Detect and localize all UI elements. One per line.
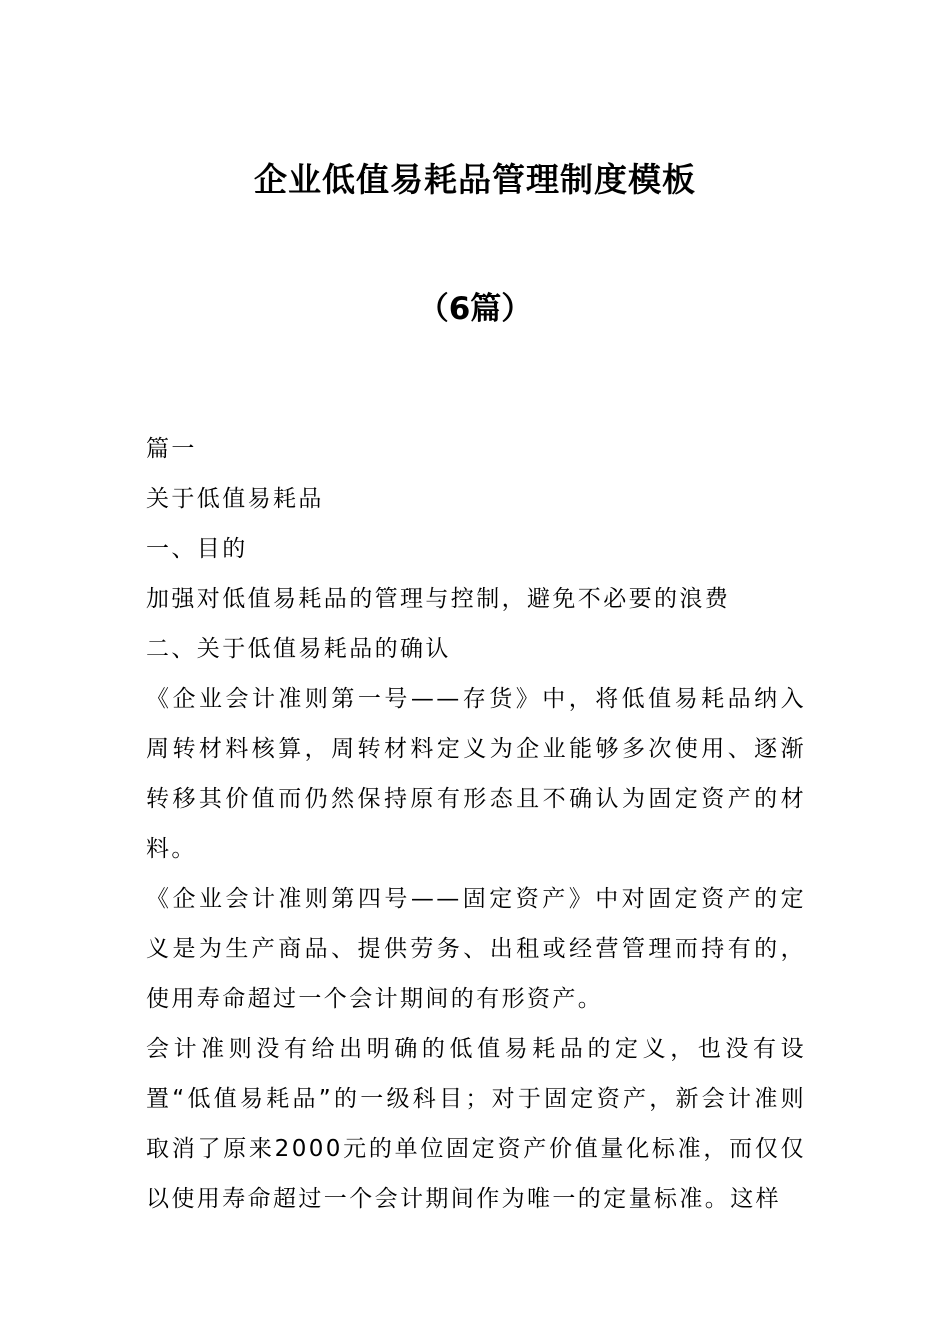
topic-heading: 关于低值易耗品: [146, 486, 324, 512]
document-body: [146, 424, 806, 1224]
document-title: 企业低值易耗品管理制度模板: [254, 160, 696, 199]
section-heading: 篇一: [146, 436, 197, 462]
paragraph: 《企业会计准则第四号——固定资产》中对固定资产的定义是为生产商品、提供劳务、出租或经营管理而持有的，使用寿命超过一个会计期间的有形资产。: [146, 886, 806, 1012]
paragraph: 《企业会计准则第一号——存货》中，将低值易耗品纳入周转材料核算，周转材料定义为企业能够多次使用、逐渐转移其价值而仍然保持原有形态且不确认为固定资产的材料。: [146, 686, 806, 862]
subsection-heading: 二、关于低值易耗品的确认: [146, 636, 451, 662]
paragraph: 会计准则没有给出明确的低值易耗品的定义，也没有设置“低值易耗品”的一级科目；对于固定资产，新会计准则取消了原来2000元的单位固定资产价值量化标准，而仅仅以使用寿命超过一个会计期间作为唯一的定量标准。这样: [146, 1036, 806, 1212]
paragraph: 加强对低值易耗品的管理与控制，避免不必要的浪费: [146, 586, 731, 612]
subsection-heading: 一、目的: [146, 536, 248, 562]
document-subtitle: （6篇）: [417, 291, 533, 327]
